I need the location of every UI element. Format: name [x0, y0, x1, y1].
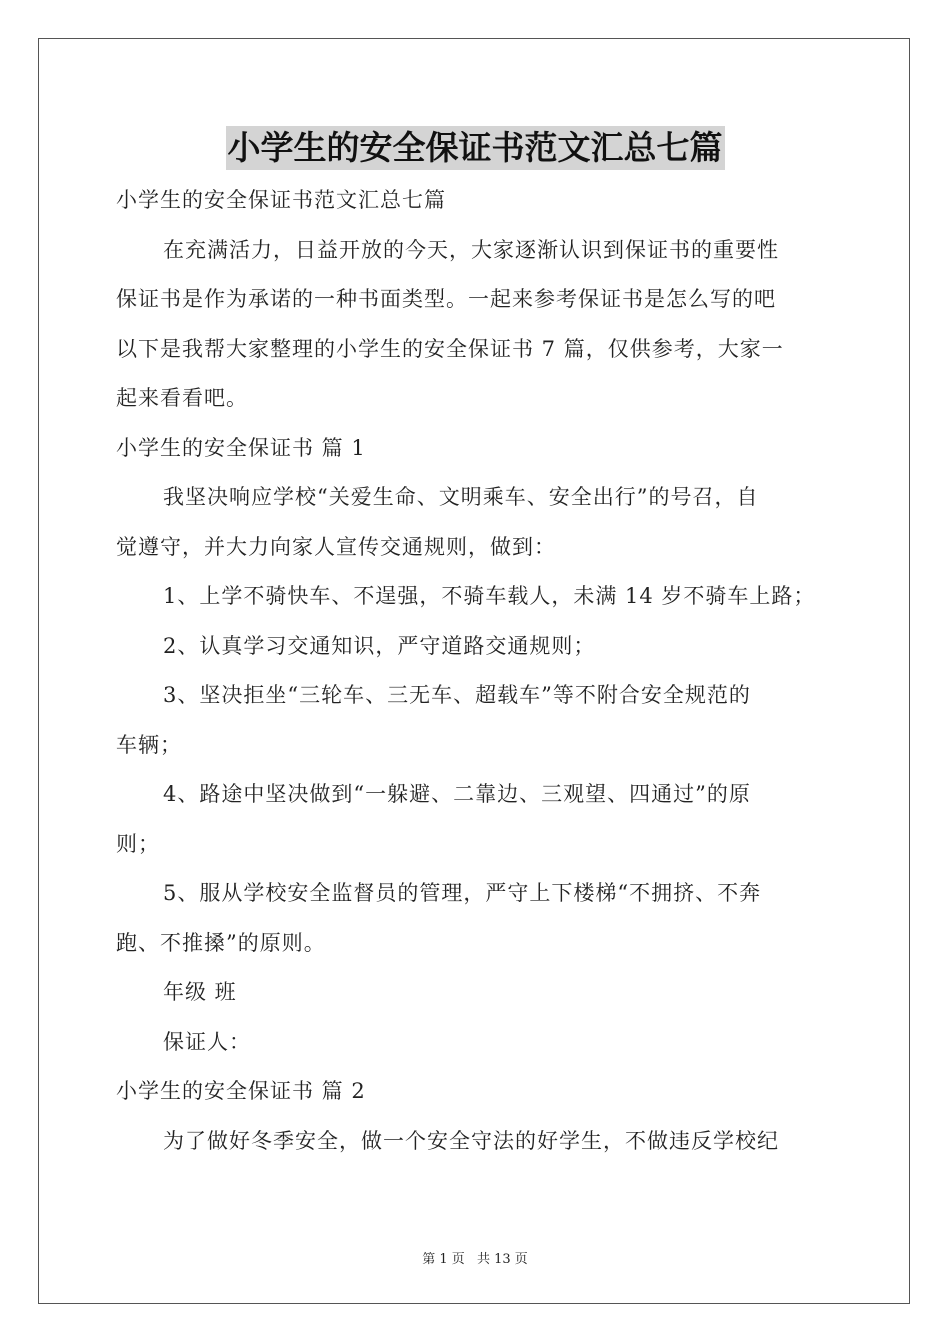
document-title: 小学生的安全保证书范文汇总七篇: [226, 126, 725, 170]
text-line: 小学生的安全保证书 篇 1: [116, 435, 366, 460]
text-line: 小学生的安全保证书范文汇总七篇: [116, 188, 446, 212]
text-line: 起来看看吧。: [116, 386, 248, 410]
page-total: 共 13 页: [476, 1252, 528, 1267]
text-line: 5、服从学校安全监督员的管理，严守上下楼梯“不拥挤、不奔: [163, 881, 762, 905]
text-line: 年级 班: [163, 980, 237, 1004]
text-line: 为了做好冬季安全，做一个安全守法的好学生，不做违反学校纪: [163, 1128, 779, 1153]
text-line: 小学生的安全保证书 篇 2: [116, 1079, 366, 1103]
text-line: 在充满活力，日益开放的今天，大家逐渐认识到保证书的重要性: [163, 237, 779, 262]
text-line: 车辆；: [116, 732, 182, 757]
text-line: 我坚决响应学校“关爱生命、文明乘车、安全出行”的号召，自: [163, 485, 759, 509]
page-footer: [0, 1248, 950, 1267]
text-line: 3、坚决拒坐“三轮车、三无车、超载车”等不附合安全规范的: [163, 683, 751, 707]
text-line: 觉遵守，并大力向家人宣传交通规则，做到：: [116, 534, 556, 559]
text-line: 2、认真学习交通知识，严守道路交通规则；: [163, 633, 596, 658]
text-line: 保证书是作为承诺的一种书面类型。一起来参考保证书是怎么写的吧: [116, 287, 776, 311]
text-line: 则；: [116, 831, 160, 856]
text-line: 1、上学不骑快车、不逞强，不骑车载人，未满 14 岁不骑车上路；: [163, 584, 816, 608]
text-line: 跑、不推搡”的原则。: [116, 930, 326, 955]
document-body: [116, 176, 838, 1166]
title-wrap: [0, 126, 950, 170]
text-line: 4、路途中坚决做到“一躲避、二靠边、三观望、四通过”的原: [163, 782, 751, 806]
text-line: 保证人：: [163, 1029, 251, 1054]
text-line: 以下是我帮大家整理的小学生的安全保证书 7 篇，仅供参考，大家一: [116, 336, 784, 361]
page-number: 第 1 页: [422, 1252, 465, 1267]
